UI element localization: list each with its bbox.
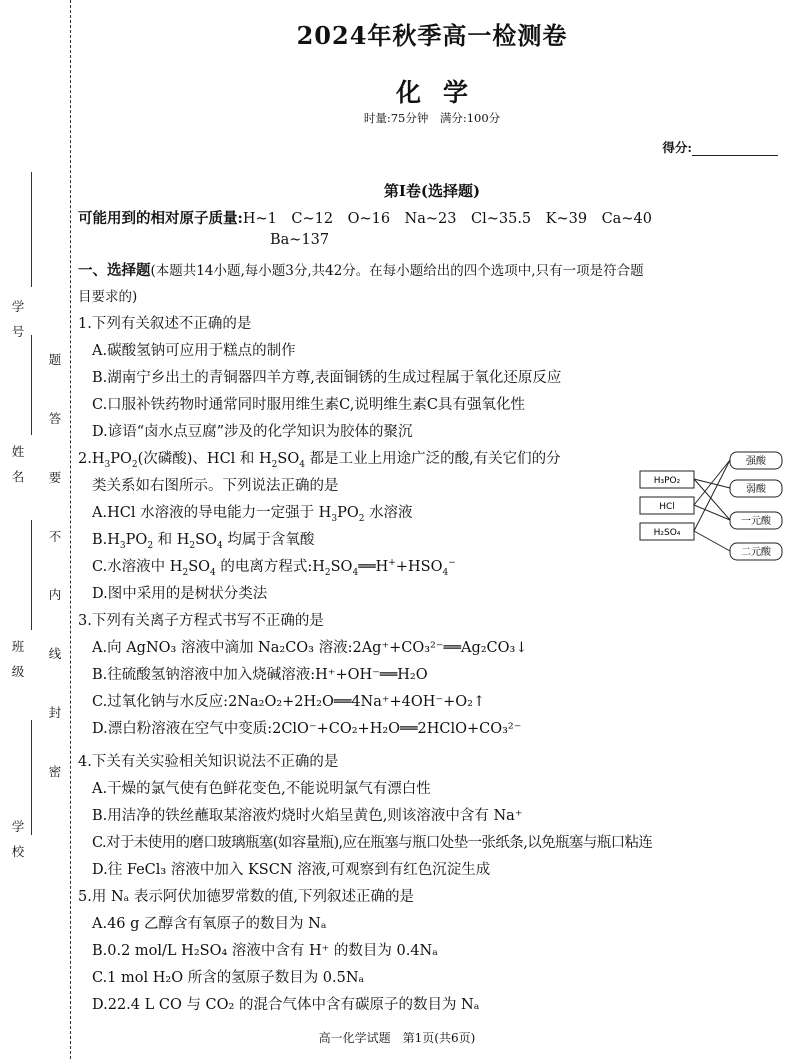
seal-char: 内 (48, 587, 62, 603)
cut-line (70, 0, 71, 1059)
atomic-mass-line (78, 207, 652, 228)
school-blank-line (31, 720, 32, 835)
q2-option-d: D.图中采用的是树状分类法 (92, 586, 268, 602)
q2-a-tail: 水溶液 (369, 505, 413, 521)
atomic-mass-label: 可能用到的相对原子质量: (78, 210, 243, 227)
label-diprotic: 二元酸 (741, 547, 771, 558)
q4-option-b: B.用洁净的铁丝蘸取某溶液灼烧时火焰呈黄色,则该溶液中含有 Na⁺ (92, 808, 523, 824)
q1-stem: 1.下列有关叙述不正确的是 (78, 316, 252, 332)
page-footer: 高一化学试题 第1页(共6页) (318, 1031, 476, 1045)
score-label: 得分: (662, 140, 692, 155)
label-strong-acid: 强酸 (746, 456, 766, 467)
q2-c-text: C.水溶液中 H (92, 559, 183, 575)
q2-stem-2: 类关系如右图所示。下列说法正确的是 (92, 478, 339, 494)
q4-option-d: D.往 FeCl₃ 溶液中加入 KSCN 溶液,可观察到有红色沉淀生成 (92, 862, 491, 878)
q3-option-c: C.过氧化钠与水反应:2Na₂O₂+2H₂O══4Na⁺+4OH⁻+O₂↑ (92, 694, 486, 710)
exam-title: 2024年秋季高一检测卷 (296, 21, 568, 50)
label-h2so4: H₂SO₄ (653, 528, 681, 538)
q3-stem: 3.下列有关离子方程式书写不正确的是 (78, 613, 324, 629)
q2-c-text-2: 的电离方程式:H (220, 559, 325, 575)
q2-b-tail: 均属于含氧酸 (227, 532, 315, 548)
q1-option-a: A.碳酸氢钠可应用于糕点的制作 (92, 343, 296, 359)
q2-stem: $2.H_3PO_2$(次磷酸)、HCl 和 $H_2SO_4$ 都是工业上用途广泛的酸,有关它们的分 (78, 451, 561, 470)
q4-option-a: A.干燥的氯气使有色鲜花变色,不能说明氯气有漂白性 (92, 781, 431, 797)
name-blank-line (31, 335, 32, 435)
q5-option-c: C.1 mol H₂O 所含的氢原子数目为 0.5Nₐ (92, 970, 365, 986)
q4-option-c: C.对于未使用的磨口玻璃瓶塞(如容量瓶),应在瓶塞与瓶口处垫一张纸条,以免瓶塞与瓶口粘连 (92, 835, 653, 851)
q1-option-b: B.湖南宁乡出土的青铜器四羊方尊,表面铜锈的生成过程属于氧化还原反应 (92, 370, 562, 386)
section-desc: (本题共14小题,每小题3分,共42分。在每小题给出的四个选项中,只有一项是符合题 (150, 263, 644, 279)
school-label: 学 校 (10, 820, 25, 858)
q5-option-b: B.0.2 mol/L H₂SO₄ 溶液中含有 H⁺ 的数目为 0.4Nₐ (92, 943, 438, 959)
score-field[interactable] (662, 138, 778, 156)
id-blank-line (31, 172, 32, 287)
seal-notice (47, 350, 63, 780)
q3-option-d: D.漂白粉溶液在空气中变质:2ClO⁻+CO₂+H₂O══2HClO+CO₃²⁻ (92, 721, 522, 737)
seal-char: 答 (48, 410, 62, 426)
label-monoprotic: 一元酸 (741, 516, 771, 527)
section-desc-2: 目要求的) (78, 289, 138, 305)
q2-option-b: $B.H_3PO_2$ 和 $H_2SO_4$ 均属于含氧酸 (92, 532, 315, 551)
part-title: 第Ⅰ卷(选择题) (383, 182, 481, 200)
q5-option-d: D.22.4 L CO 与 CO₂ 的混合气体中含有碳原子的数目为 Nₐ (92, 997, 480, 1013)
q2-b-text: 和 H (157, 532, 190, 548)
q2-option-c: C.水溶液中 $H_2SO_4$ 的电离方程式$:H_2SO_4══H^++HSO_4^-$ (92, 558, 456, 578)
acid-classification-diagram (638, 450, 786, 566)
section-header (78, 259, 644, 280)
diagram-right-boxes (730, 452, 782, 560)
seal-char: 封 (48, 705, 62, 721)
id-label: 学 号 (10, 300, 25, 338)
class-label: 班 级 (10, 640, 25, 678)
seal-char: 不 (48, 528, 62, 544)
seal-char: 线 (48, 646, 62, 662)
q2-stem-part: 都是工业上用途广泛的酸,有关它们的分 (309, 451, 561, 467)
name-label: 姓 名 (10, 445, 25, 483)
seal-char: 要 (48, 469, 62, 485)
label-weak-acid: 弱酸 (746, 484, 766, 495)
q3-option-a: A.向 AgNO₃ 溶液中滴加 Na₂CO₃ 溶液:2Ag⁺+CO₃²⁻══Ag₂CO₃↓ (92, 640, 528, 656)
q5-stem: 5.用 Nₐ 表示阿伏加德罗常数的值,下列叙述正确的是 (78, 889, 414, 905)
q1-option-d: D.谚语“卤水点豆腐”涉及的化学知识为胶体的聚沉 (92, 424, 413, 440)
diagram-left-boxes (640, 471, 694, 540)
binding-margin (0, 0, 72, 1059)
q1-option-c: C.口服补铁药物时通常同时服用维生素C,说明维生素C具有强氧化性 (92, 397, 525, 413)
section-label: 一、选择题 (78, 262, 151, 279)
q2-option-a: A.HCl 水溶液的导电能力一定强于 $H_3PO_2$ 水溶液 (92, 505, 413, 524)
class-blank-line (31, 520, 32, 630)
seal-char: 题 (48, 352, 62, 367)
atomic-mass-values: H~1 C~12 O~16 Na~23 Cl~35.5 K~39 Ca~40 (242, 211, 652, 227)
q3-option-b: B.往硫酸氢钠溶液中加入烧碱溶液:H⁺+OH⁻══H₂O (92, 667, 428, 683)
label-hcl: HCl (659, 502, 675, 512)
diagram-connectors (694, 460, 730, 551)
q2-stem-part: (次磷酸)、HCl 和 H (137, 451, 272, 467)
seal-char: 密 (48, 763, 62, 779)
q2-a-text: A.HCl 水溶液的导电能力一定强于 H (92, 505, 332, 521)
score-blank[interactable] (692, 143, 778, 156)
time-score: 时量:75分钟 满分:100分 (363, 111, 501, 125)
subject-title: 化学 (395, 78, 490, 107)
q5-option-a: A.46 g 乙醇含有氧原子的数目为 Nₐ (92, 916, 327, 932)
atomic-mass-values-2: Ba~137 (270, 232, 330, 248)
label-h3po2: H₃PO₂ (653, 476, 681, 486)
q4-stem: 4.下关有关实验相关知识说法不正确的是 (78, 754, 339, 770)
